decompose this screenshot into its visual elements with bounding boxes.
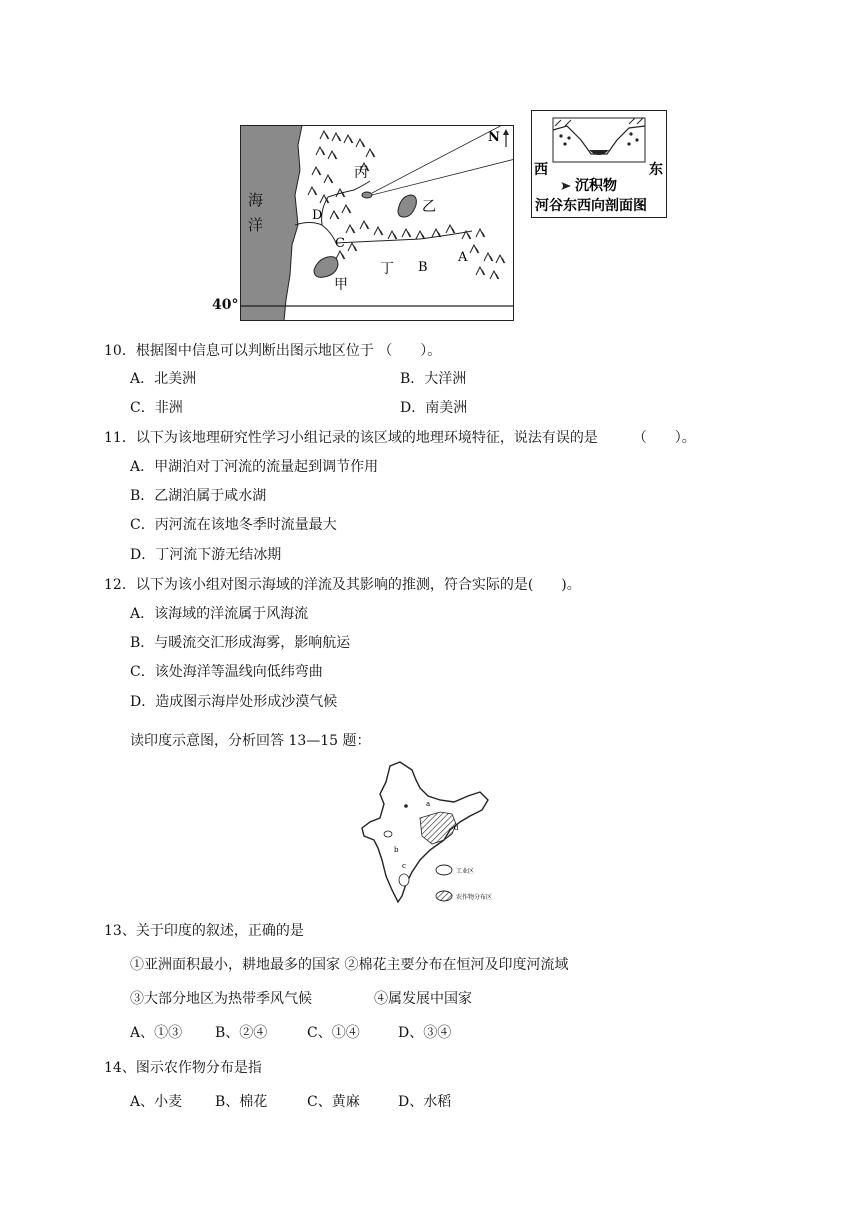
q14-answer-a: A、小麦 — [130, 1094, 183, 1110]
valley-cross-section — [531, 110, 667, 218]
q12-option-b: B．与暖流交汇形成海雾，影响航运 — [130, 635, 351, 651]
q13-statements-line1: ①亚洲面积最小，耕地最多的国家 ②棉花主要分布在恒河及印度河流域 — [130, 957, 569, 973]
india-map — [360, 760, 500, 910]
inset-east: 东 — [649, 162, 663, 178]
question-13-stem: 13、关于印度的叙述，正确的是 — [104, 923, 304, 939]
question-10-stem: 10．根据图中信息可以判断出图示地区位于 （ ）。 — [104, 343, 442, 359]
q13-answer-b: B、②④ — [215, 1025, 268, 1041]
label-c: C — [335, 236, 345, 251]
q10-option-b: B．大洋洲 — [400, 371, 467, 387]
label-ding: 丁 — [380, 261, 394, 277]
question-11-stem: 11．以下为该地理研究性学习小组记录的该区域的地理环境特征，说法有误的是 （ ）。 — [104, 430, 696, 446]
inset-west: 西 — [534, 162, 548, 178]
q14-answer-d: D、水稻 — [398, 1094, 452, 1110]
crop-area — [420, 812, 456, 844]
q14-answer-c: C、黄麻 — [307, 1094, 360, 1110]
label-b: B — [418, 260, 428, 275]
q11-option-a: A．甲湖泊对丁河流的流量起到调节作用 — [130, 459, 379, 475]
legend-crop-icon — [436, 891, 452, 901]
lake-bing-small — [362, 192, 372, 198]
q12-option-a: A．该海域的洋流属于风海流 — [130, 606, 309, 622]
q11-option-b: B．乙湖泊属于咸水湖 — [130, 488, 267, 504]
q10-option-d: D．南美洲 — [400, 400, 468, 416]
legend-industry: 工业区 — [456, 868, 475, 875]
label-a: A — [458, 250, 468, 265]
q10-option-c: C．非洲 — [130, 400, 183, 416]
legend-industry-icon — [436, 865, 452, 875]
q13-answer-c: C、①④ — [307, 1025, 360, 1041]
label-yi: 乙 — [422, 199, 436, 215]
section-intro: 读印度示意图，分析回答 13—15 题： — [130, 733, 371, 749]
q14-answer-b: B、棉花 — [215, 1094, 268, 1110]
india-label-d: d — [454, 824, 459, 832]
ocean-label-2: 洋 — [248, 216, 264, 234]
inset-title: 河谷东西向剖面图 — [535, 198, 647, 214]
industry-area-1 — [384, 831, 392, 837]
label-jia: 甲 — [334, 277, 348, 293]
q12-option-c: C．该处海洋等温线向低纬弯曲 — [130, 664, 323, 680]
label-bing: 丙 — [354, 165, 368, 181]
q13-statement-4: ④属发展中国家 — [374, 991, 472, 1007]
question-14-stem: 14、图示农作物分布是指 — [104, 1060, 262, 1076]
q13-answer-a: A、①③ — [130, 1025, 183, 1041]
q11-option-d: D．丁河流下游无结冰期 — [130, 547, 282, 563]
legend-crop: 农作物分布区 — [456, 894, 493, 901]
ocean-label-1: 海 — [248, 191, 264, 209]
india-label-a: a — [426, 800, 431, 808]
india-label-c: c — [402, 862, 406, 870]
region-map — [240, 125, 514, 321]
latitude-label-html: 40° — [212, 297, 239, 313]
industry-area-2 — [399, 874, 409, 886]
q13-statement-3: ③大部分地区为热带季风气候 — [130, 991, 312, 1007]
india-label-b: b — [394, 846, 399, 854]
inset-legend: 沉积物 — [575, 178, 617, 194]
q12-option-d: D．造成图示海岸处形成沙漠气候 — [130, 694, 338, 710]
north-label: N — [488, 130, 500, 145]
q11-option-c: C．丙河流在该地冬季时流量最大 — [130, 517, 337, 533]
question-12-stem: 12．以下为该小组对图示海域的洋流及其影响的推测，符合实际的是( )。 — [104, 577, 581, 593]
q10-option-a: A．北美洲 — [130, 371, 197, 387]
label-d: D — [312, 208, 323, 223]
q13-answer-d: D、③④ — [398, 1025, 452, 1041]
